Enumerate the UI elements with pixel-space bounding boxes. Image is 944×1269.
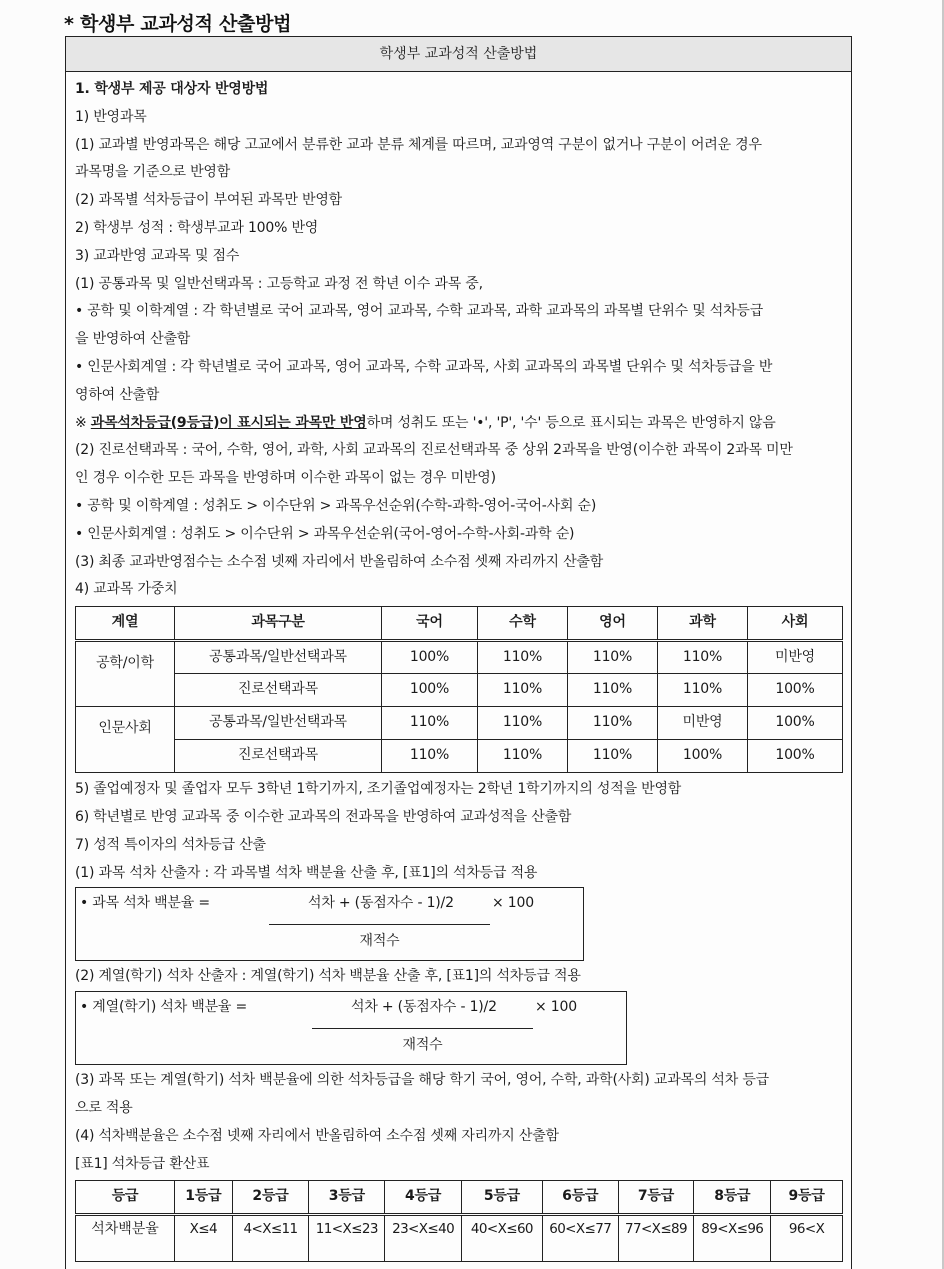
table-row <box>76 674 843 707</box>
text-line: (4) 석차백분율은 소수점 넷째 자리에서 반올림하여 소수점 셋째 자리까지 산출함 <box>75 1127 559 1144</box>
header-cell: 영어 <box>568 607 658 641</box>
value-cell: 110% <box>568 707 658 740</box>
note-emphasis: 과목석차등급(9등급)이 표시되는 과목만 반영 <box>90 414 367 431</box>
grade-header-row <box>76 1181 843 1215</box>
header-cell: 국어 <box>382 607 478 641</box>
header-cell: 과목구분 <box>175 607 382 641</box>
value-cell: 110% <box>568 740 658 773</box>
value-cell: 110% <box>658 674 748 707</box>
text-line: (3) 최종 교과반영점수는 소수점 넷째 자리에서 반올림하여 소수점 셋째 자리까지 산출함 <box>75 553 604 570</box>
box-header: 학생부 교과성적 산출방법 <box>66 37 851 72</box>
value-cell: 11<X≤23 <box>309 1215 385 1262</box>
value-cell: 110% <box>568 641 658 674</box>
value-cell: 23<X≤40 <box>385 1215 462 1262</box>
text-line: 2) 학생부 성적 : 학생부교과 100% 반영 <box>75 219 319 236</box>
text-line: 4) 교과목 가중치 <box>75 581 178 598</box>
table-row <box>76 707 843 740</box>
table-row <box>76 641 843 674</box>
text-line: 6) 학년별로 반영 교과목 중 이수한 교과목의 전과목을 반영하여 교과성적을 산출함 <box>75 808 572 825</box>
value-cell: 100% <box>748 674 843 707</box>
header-cell: 9등급 <box>771 1181 843 1215</box>
table-row <box>76 740 843 773</box>
header-cell: 3등급 <box>309 1181 385 1215</box>
text-line: (2) 계열(학기) 석차 산출자 : 계열(학기) 석차 백분율 산출 후, [표1]의 석차등급 적용 <box>75 968 581 985</box>
header-cell: 수학 <box>478 607 568 641</box>
header-cell: 7등급 <box>618 1181 694 1215</box>
formula-denominator: 재적수 <box>402 1037 443 1054</box>
category-cell: 진로선택과목 <box>175 740 382 773</box>
series-cell: 공학/이학 <box>76 641 175 707</box>
text-line: (1) 과목 석차 산출자 : 각 과목별 석차 백분율 산출 후, [표1]의 석차등급 적용 <box>75 864 538 881</box>
formula-subject-rank <box>75 887 584 961</box>
text-line: 을 반영하여 산출함 <box>75 331 191 348</box>
header-cell: 등급 <box>76 1181 175 1215</box>
formula-numerator: 석차 + (동점자수 - 1)/2 <box>308 895 454 912</box>
value-cell: 110% <box>478 740 568 773</box>
header-cell: 8등급 <box>694 1181 771 1215</box>
fraction-bar <box>312 1028 533 1029</box>
text-line: 과목명을 기준으로 반영함 <box>75 164 231 181</box>
fraction-bar <box>269 924 490 925</box>
header-cell: 2등급 <box>232 1181 309 1215</box>
text-line: (1) 공통과목 및 일반선택과목 : 고등학교 과정 전 학년 이수 과목 중, <box>75 275 483 292</box>
value-cell: 100% <box>382 674 478 707</box>
value-cell: 미반영 <box>658 707 748 740</box>
value-cell: 110% <box>478 641 568 674</box>
text-line: (2) 과목별 석차등급이 부여된 과목만 반영함 <box>75 192 342 209</box>
value-cell: 100% <box>748 740 843 773</box>
header-cell: 1등급 <box>175 1181 233 1215</box>
text-line: 으로 적용 <box>75 1099 133 1116</box>
category-cell: 공통과목/일반선택과목 <box>175 707 382 740</box>
text-line: 5) 졸업예정자 및 졸업자 모두 3학년 1학기까지, 조기졸업예정자는 2학년 1학기까지의 성적을 반영함 <box>75 781 682 798</box>
value-cell: X≤4 <box>175 1215 233 1262</box>
header-cell: 과학 <box>658 607 748 641</box>
header-cell: 사회 <box>748 607 843 641</box>
formula-numerator: 석차 + (동점자수 - 1)/2 <box>351 999 497 1016</box>
row-label-cell: 석차백분율 <box>76 1215 175 1262</box>
box-content <box>66 72 851 1262</box>
value-cell: 77<X≤89 <box>618 1215 694 1262</box>
bullet-line: • 인문사회계열 : 성취도 > 이수단위 > 과목우선순위(국어-영어-수학-사회-과학 순) <box>75 525 575 542</box>
table-caption: [표1] 석차등급 환산표 <box>75 1155 210 1172</box>
value-cell: 4<X≤11 <box>232 1215 309 1262</box>
value-cell: 40<X≤60 <box>462 1215 543 1262</box>
value-cell: 100% <box>382 641 478 674</box>
text-line: 7) 성적 특이자의 석차등급 산출 <box>75 836 266 853</box>
formula-lhs: • 계열(학기) 석차 백분율 = <box>80 999 248 1016</box>
note-line <box>75 410 843 438</box>
formula-denominator: 재적수 <box>359 933 400 950</box>
formula-multiplier: × 100 <box>492 895 534 912</box>
document-title: * 학생부 교과성적 산출방법 <box>64 13 292 35</box>
weights-table <box>75 606 843 773</box>
value-cell: 96<X <box>771 1215 843 1262</box>
value-cell: 60<X≤77 <box>542 1215 618 1262</box>
method-box <box>65 36 852 1269</box>
category-cell: 공통과목/일반선택과목 <box>175 641 382 674</box>
header-cell: 계열 <box>76 607 175 641</box>
table-row <box>76 1215 843 1262</box>
bullet-line: • 공학 및 이학계열 : 각 학년별로 국어 교과목, 영어 교과목, 수학 교과목, 과학 교과목의 과목별 단위수 및 석차등급 <box>75 303 764 320</box>
text-line: 영하여 산출함 <box>75 386 160 403</box>
text-line: 1) 반영과목 <box>75 108 147 125</box>
header-cell: 6등급 <box>542 1181 618 1215</box>
weights-header-row <box>76 607 843 641</box>
header-cell: 4등급 <box>385 1181 462 1215</box>
value-cell: 110% <box>478 707 568 740</box>
section-heading: 1. 학생부 제공 대상자 반영방법 <box>75 81 269 97</box>
header-cell: 5등급 <box>462 1181 543 1215</box>
value-cell: 100% <box>658 740 748 773</box>
value-cell: 110% <box>382 740 478 773</box>
value-cell: 100% <box>748 707 843 740</box>
note-rest: 하며 성취도 또는 '•', 'P', '수' 등으로 표시되는 과목은 반영하지 않음 <box>366 414 776 431</box>
value-cell: 110% <box>478 674 568 707</box>
value-cell: 110% <box>568 674 658 707</box>
formula-multiplier: × 100 <box>535 999 577 1016</box>
series-cell: 인문사회 <box>76 707 175 773</box>
category-cell: 진로선택과목 <box>175 674 382 707</box>
value-cell: 110% <box>382 707 478 740</box>
text-line: (3) 과목 또는 계열(학기) 석차 백분율에 의한 석차등급을 해당 학기 국어, 영어, 수학, 과학(사회) 교과목의 석차 등급 <box>75 1072 769 1089</box>
formula-lhs: • 과목 석차 백분율 = <box>80 895 210 912</box>
note-mark: ※ <box>75 414 91 431</box>
value-cell: 89<X≤96 <box>694 1215 771 1262</box>
bullet-line: • 공학 및 이학계열 : 성취도 > 이수단위 > 과목우선순위(수학-과학-영어-국어-사회 순) <box>75 497 597 514</box>
grade-conversion-table <box>75 1180 843 1262</box>
text-line: 3) 교과반영 교과목 및 점수 <box>75 247 240 264</box>
text-line: 인 경우 이수한 모든 과목을 반영하며 이수한 과목이 없는 경우 미반영) <box>75 470 496 487</box>
value-cell: 미반영 <box>748 641 843 674</box>
value-cell: 110% <box>658 641 748 674</box>
text-line: (2) 진로선택과목 : 국어, 수학, 영어, 과학, 사회 교과목의 진로선택과목 중 상위 2과목을 반영(이수한 과목이 2과목 미만 <box>75 442 793 459</box>
text-line: (1) 교과별 반영과목은 해당 고교에서 분류한 교과 분류 체계를 따르며, 교과영역 구분이 없거나 구분이 어려운 경우 <box>75 136 762 153</box>
bullet-line: • 인문사회계열 : 각 학년별로 국어 교과목, 영어 교과목, 수학 교과목, 사회 교과목의 과목별 단위수 및 석차등급을 반 <box>75 358 773 375</box>
formula-series-rank <box>75 991 627 1065</box>
